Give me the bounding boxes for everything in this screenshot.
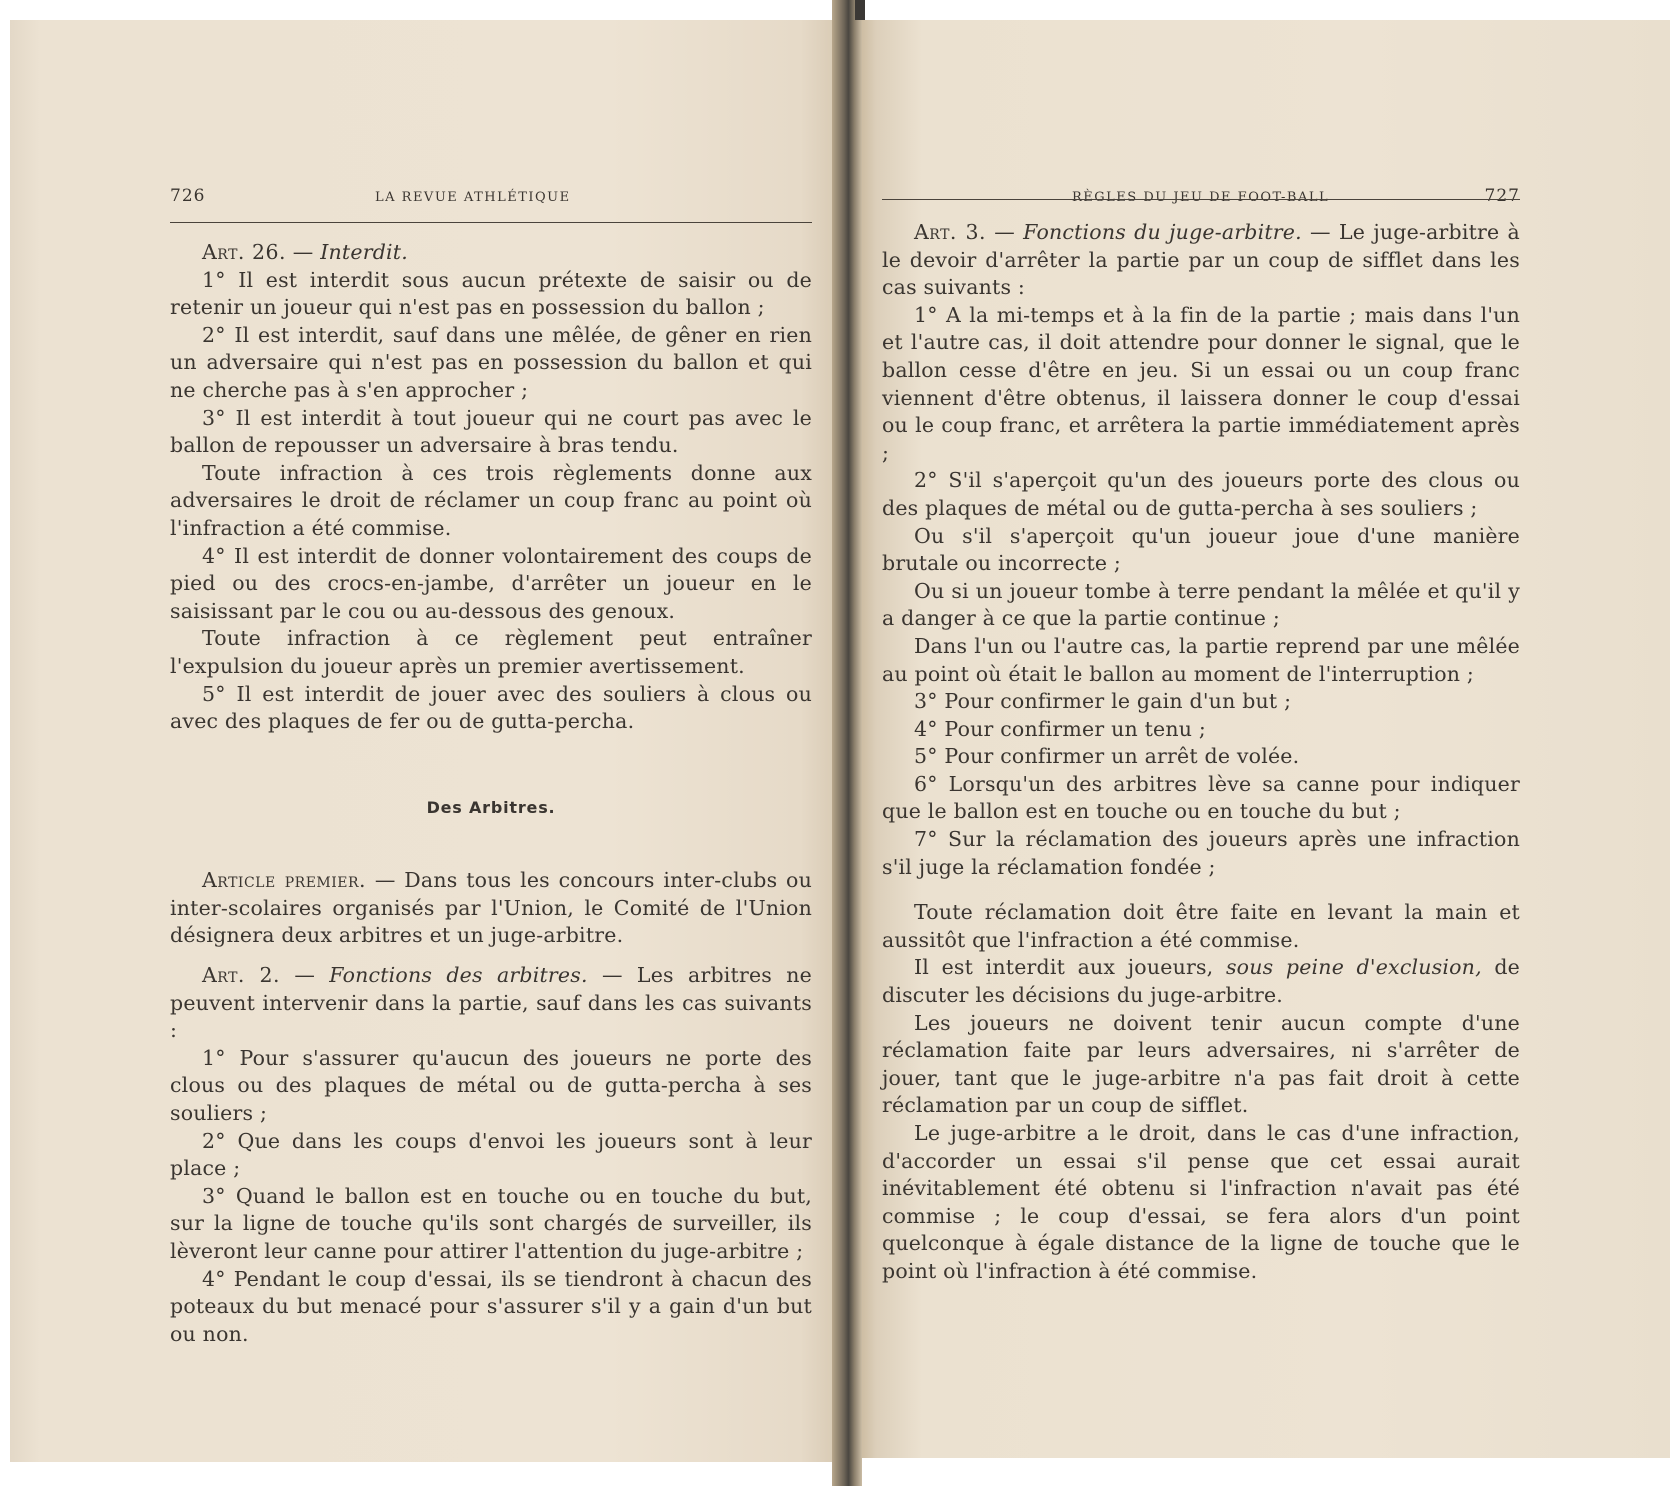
left-page-body (170, 239, 812, 1348)
article-26-heading: Art. 26. — Interdit. (202, 240, 408, 264)
paragraph: 2° Que dans les coups d'envoi les joueurs sont à leur place ; (170, 1128, 812, 1181)
paragraph: Toute réclamation doit être faite en levant la main et aussitôt que l'infraction a été commise. (882, 900, 1520, 952)
paragraph: 2° S'il s'aperçoit qu'un des joueurs porte des clous ou des plaques de métal ou de gutta-percha à ses souliers ; (882, 468, 1520, 520)
header-rule (882, 199, 1520, 200)
paragraph: Toute infraction à ces trois règlements donne aux adversaires le droit de réclamer un coup franc au point où l'infraction a été commise. (170, 460, 812, 540)
running-title: LA REVUE ATHLÉTIQUE (375, 190, 571, 205)
paragraph: Toute infraction à ce règlement peut entraîner l'expulsion du joueur après un premier avertissement. (170, 626, 812, 678)
paragraph: 1° A la mi-temps et à la fin de la partie ; mais dans l'un et l'autre cas, il doit attendre pour donner le signal, que le ballon cesse d'être en jeu. Si un essai ou un coup franc viennent d'être obtenus, il laissera donner le coup d'essai ou le coup franc, et arrêtera la partie immédiatement après ; (882, 302, 1520, 465)
paragraph: 7° Sur la réclamation des joueurs après une infraction s'il juge la réclamation fondée ; (882, 827, 1520, 879)
paragraph: 1° Il est interdit sous aucun prétexte de saisir ou de retenir un joueur qui n'est pas en possession du ballon ; (170, 267, 812, 320)
article-3-heading: Art. 3. — Fonctions du juge-arbitre. — Le juge-arbitre à le devoir d'arrêter la partie par un coup de sifflet dans les cas suivants : (882, 220, 1520, 300)
paragraph: 1° Pour s'assurer qu'aucun des joueurs ne porte des clous ou des plaques de métal ou de gutta-percha à ses souliers ; (170, 1045, 812, 1126)
running-title: RÈGLES DU JEU DE FOOT-BALL (1072, 190, 1330, 205)
article-2-heading: Art. 2. — Fonctions des arbitres. — Les arbitres ne peuvent intervenir dans la partie, sauf dans les cas suivants : (170, 963, 813, 1043)
left-page-header (170, 186, 810, 216)
paragraph: Les joueurs ne doivent tenir aucun compte d'une réclamation faite par leurs adversaires, ni s'arrêter de jouer, tant que le juge-arbitre n'a pas fait droit à cette réclamation par un coup de sifflet. (882, 1010, 1520, 1118)
left-page (10, 20, 848, 1462)
right-page (862, 20, 1670, 1458)
paragraph: Ou si un joueur tombe à terre pendant la mêlée et qu'il y a danger à ce que la partie continue ; (882, 578, 1520, 631)
paragraph: 2° Il est interdit, sauf dans une mêlée, de gêner en rien un adversaire qui n'est pas en possession du ballon et qui ne cherche pas à s'en approcher ; (170, 322, 812, 402)
header-rule (170, 222, 812, 223)
page-number: 726 (170, 186, 206, 206)
paragraph: 3° Pour confirmer le gain d'un but ; (914, 689, 1292, 714)
paragraph: 6° Lorsqu'un des arbitres lève sa canne pour indiquer que le ballon est en touche ou en touche du but ; (882, 771, 1520, 824)
book-gutter (832, 0, 862, 1486)
article-1: Article premier. — Dans tous les concours inter-clubs ou inter-scolaires organisés par l'Union, le Comité de l'Union désignera deux arbitres et un juge-arbitre. (170, 868, 812, 948)
paragraph: 4° Pour confirmer un tenu ; (914, 716, 1207, 741)
paragraph: Ou s'il s'aperçoit qu'un joueur joue d'une manière brutale ou incorrecte ; (882, 523, 1520, 576)
paragraph: Dans l'un ou l'autre cas, la partie reprend par une mêlée au point où était le ballon au moment de l'interruption ; (882, 633, 1520, 686)
paragraph: Il est interdit aux joueurs, sous peine d'exclusion, de discuter les décisions du juge-arbitre. (882, 955, 1520, 1008)
paragraph: 3° Quand le ballon est en touche ou en touche du but, sur la ligne de touche qu'ils sont chargés de surveiller, ils lèveront leur canne pour attirer l'attention du juge-arbitre ; (170, 1183, 812, 1263)
paragraph: 3° Il est interdit à tout joueur qui ne court pas avec le ballon de repousser un adversaire à bras tendu. (170, 405, 812, 458)
paragraph: 4° Pendant le coup d'essai, ils se tiendront à chacun des poteaux du but menacé pour s'assurer s'il y a gain d'un but ou non. (170, 1266, 812, 1346)
gutter-shadow (855, 0, 865, 20)
section-heading: Des Arbitres. (426, 797, 556, 817)
page-number: 727 (1484, 186, 1520, 206)
paragraph: 5° Il est interdit de jouer avec des souliers à clous ou avec des plaques de fer ou de gutta-percha. (170, 681, 812, 734)
paragraph: 4° Il est interdit de donner volontairement des coups de pied ou des crocs-en-jambe, d'arrêter un joueur en le saisissant par le cou ou au-dessous des genoux. (170, 543, 812, 623)
paragraph: 5° Pour confirmer un arrêt de volée. (914, 744, 1300, 769)
paragraph: Le juge-arbitre a le droit, dans le cas d'une infraction, d'accorder un essai s'il pense que cet essai aurait inévitablement été obtenu si l'infraction n'avait pas été commise ; le coup d'essai, se fera alors d'un point quelconque à égale distance de la ligne de touche que le point où l'infraction à été commise. (882, 1121, 1520, 1283)
right-page-body (882, 219, 1520, 1286)
right-page-header (882, 186, 1520, 216)
